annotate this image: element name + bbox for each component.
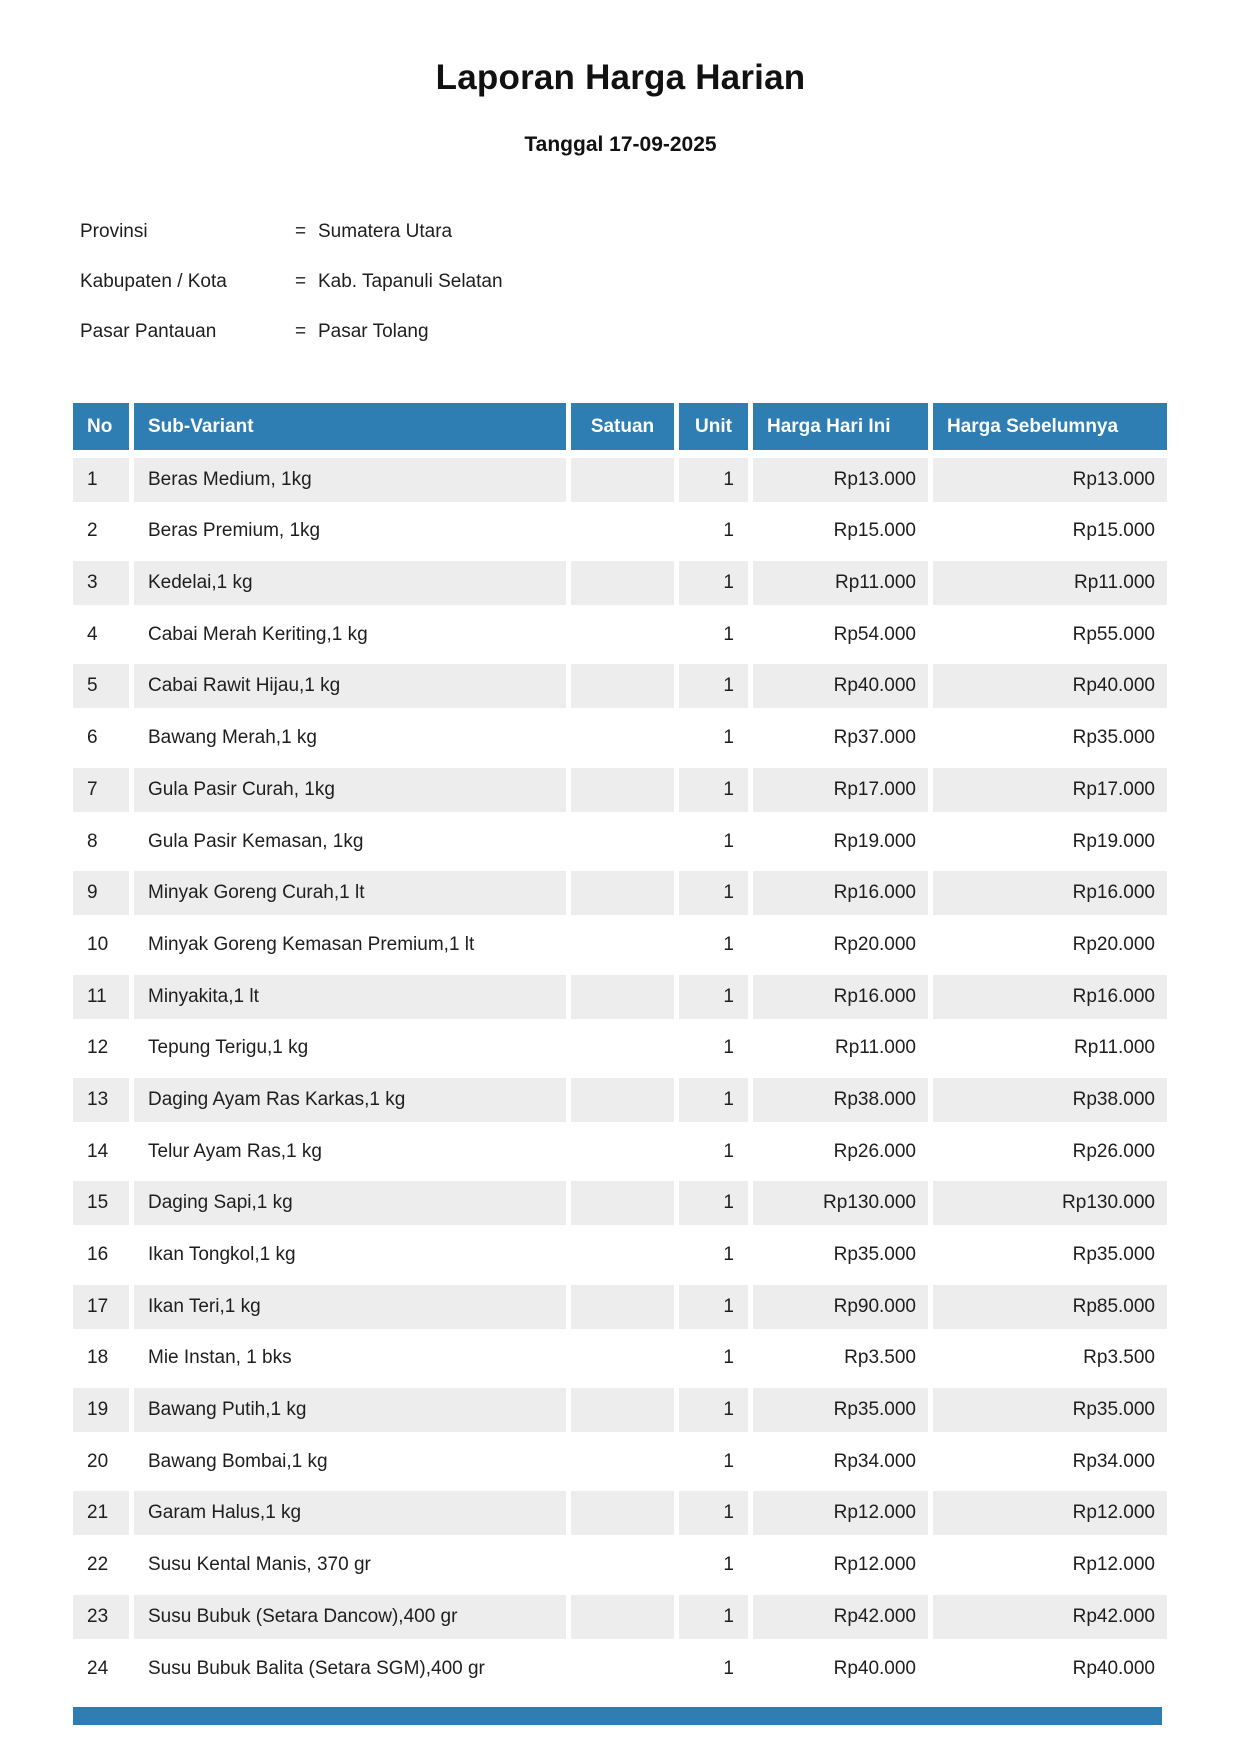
table-cell-harga-sebelumnya: Rp85.000 — [933, 1285, 1167, 1329]
table-cell-satuan — [571, 716, 674, 760]
table-cell-harga-hari-ini: Rp130.000 — [753, 1181, 928, 1225]
table-cell-satuan — [571, 458, 674, 502]
table-cell-unit: 1 — [679, 1078, 748, 1122]
table-cell-harga-hari-ini: Rp54.000 — [753, 613, 928, 657]
table-cell-harga-sebelumnya: Rp40.000 — [933, 1647, 1167, 1691]
table-cell-harga-hari-ini: Rp12.000 — [753, 1491, 928, 1535]
table-cell-harga-hari-ini: Rp40.000 — [753, 1647, 928, 1691]
table-cell-no: 3 — [73, 561, 129, 605]
table-cell-no: 11 — [73, 975, 129, 1019]
table-cell-sub-variant: Cabai Merah Keriting,1 kg — [134, 613, 566, 657]
table-cell-sub-variant: Kedelai,1 kg — [134, 561, 566, 605]
table-cell-harga-hari-ini: Rp11.000 — [753, 561, 928, 605]
table-cell-sub-variant: Bawang Putih,1 kg — [134, 1388, 566, 1432]
table-cell-harga-sebelumnya: Rp20.000 — [933, 923, 1167, 967]
table-cell-unit: 1 — [679, 768, 748, 812]
table-cell-satuan — [571, 1130, 674, 1174]
meta-label: Pasar Pantauan — [80, 321, 217, 342]
table-cell-satuan — [571, 1543, 674, 1587]
table-cell-sub-variant: Ikan Teri,1 kg — [134, 1285, 566, 1329]
table-cell-sub-variant: Gula Pasir Curah, 1kg — [134, 768, 566, 812]
table-cell-unit: 1 — [679, 820, 748, 864]
table-cell-unit: 1 — [679, 1130, 748, 1174]
table-cell-no: 22 — [73, 1543, 129, 1587]
table-cell-unit: 1 — [679, 975, 748, 1019]
meta-separator: = — [295, 221, 307, 242]
table-cell-harga-sebelumnya: Rp35.000 — [933, 1388, 1167, 1432]
table-cell-unit: 1 — [679, 1491, 748, 1535]
table-cell-unit: 1 — [679, 1233, 748, 1277]
table-cell-satuan — [571, 768, 674, 812]
table-cell-unit: 1 — [679, 1647, 748, 1691]
meta-value: Kab. Tapanuli Selatan — [318, 271, 503, 292]
table-cell-harga-hari-ini: Rp34.000 — [753, 1440, 928, 1484]
column-header-no: No — [73, 403, 129, 450]
table-cell-sub-variant: Minyak Goreng Curah,1 lt — [134, 871, 566, 915]
table-cell-satuan — [571, 1285, 674, 1329]
meta-separator: = — [295, 271, 307, 292]
table-cell-satuan — [571, 820, 674, 864]
table-cell-harga-hari-ini: Rp16.000 — [753, 975, 928, 1019]
table-cell-no: 5 — [73, 664, 129, 708]
table-cell-unit: 1 — [679, 716, 748, 760]
table-cell-no: 24 — [73, 1647, 129, 1691]
meta-value: Pasar Tolang — [318, 321, 429, 342]
table-cell-no: 2 — [73, 509, 129, 553]
table-cell-harga-hari-ini: Rp3.500 — [753, 1336, 928, 1380]
table-cell-sub-variant: Beras Medium, 1kg — [134, 458, 566, 502]
table-cell-sub-variant: Minyakita,1 lt — [134, 975, 566, 1019]
table-cell-unit: 1 — [679, 664, 748, 708]
table-cell-harga-sebelumnya: Rp40.000 — [933, 664, 1167, 708]
column-header-harga-sebelumnya: Harga Sebelumnya — [933, 403, 1167, 450]
table-cell-no: 1 — [73, 458, 129, 502]
table-cell-sub-variant: Garam Halus,1 kg — [134, 1491, 566, 1535]
table-cell-no: 21 — [73, 1491, 129, 1535]
table-cell-sub-variant: Bawang Bombai,1 kg — [134, 1440, 566, 1484]
table-cell-sub-variant: Susu Bubuk (Setara Dancow),400 gr — [134, 1595, 566, 1639]
table-cell-harga-hari-ini: Rp35.000 — [753, 1388, 928, 1432]
meta-label: Provinsi — [80, 221, 148, 242]
price-table — [73, 403, 1167, 1691]
table-cell-unit: 1 — [679, 1285, 748, 1329]
table-cell-satuan — [571, 1026, 674, 1070]
meta-label: Kabupaten / Kota — [80, 271, 227, 292]
table-cell-no: 4 — [73, 613, 129, 657]
table-cell-no: 17 — [73, 1285, 129, 1329]
table-cell-harga-sebelumnya: Rp34.000 — [933, 1440, 1167, 1484]
table-cell-unit: 1 — [679, 871, 748, 915]
meta-row-pasar — [80, 321, 780, 371]
table-cell-harga-sebelumnya: Rp26.000 — [933, 1130, 1167, 1174]
table-cell-unit: 1 — [679, 1595, 748, 1639]
table-cell-harga-hari-ini: Rp20.000 — [753, 923, 928, 967]
table-cell-sub-variant: Minyak Goreng Kemasan Premium,1 lt — [134, 923, 566, 967]
meta-row-provinsi — [80, 221, 780, 271]
table-cell-harga-sebelumnya: Rp12.000 — [933, 1491, 1167, 1535]
table-cell-harga-hari-ini: Rp40.000 — [753, 664, 928, 708]
table-cell-no: 6 — [73, 716, 129, 760]
table-cell-satuan — [571, 1336, 674, 1380]
table-cell-no: 10 — [73, 923, 129, 967]
table-cell-harga-hari-ini: Rp35.000 — [753, 1233, 928, 1277]
table-cell-harga-hari-ini: Rp13.000 — [753, 458, 928, 502]
table-cell-no: 7 — [73, 768, 129, 812]
table-cell-satuan — [571, 1233, 674, 1277]
table-cell-satuan — [571, 871, 674, 915]
table-cell-harga-hari-ini: Rp19.000 — [753, 820, 928, 864]
table-cell-satuan — [571, 1181, 674, 1225]
table-cell-no: 18 — [73, 1336, 129, 1380]
table-cell-harga-sebelumnya: Rp12.000 — [933, 1543, 1167, 1587]
table-cell-harga-sebelumnya: Rp17.000 — [933, 768, 1167, 812]
table-cell-sub-variant: Gula Pasir Kemasan, 1kg — [134, 820, 566, 864]
table-cell-satuan — [571, 923, 674, 967]
table-cell-unit: 1 — [679, 458, 748, 502]
table-cell-unit: 1 — [679, 509, 748, 553]
table-cell-harga-hari-ini: Rp38.000 — [753, 1078, 928, 1122]
table-cell-no: 16 — [73, 1233, 129, 1277]
table-cell-satuan — [571, 1595, 674, 1639]
table-cell-unit: 1 — [679, 561, 748, 605]
column-header-sub-variant: Sub-Variant — [134, 403, 566, 450]
table-cell-satuan — [571, 1440, 674, 1484]
table-cell-satuan — [571, 561, 674, 605]
table-cell-sub-variant: Cabai Rawit Hijau,1 kg — [134, 664, 566, 708]
table-cell-harga-sebelumnya: Rp15.000 — [933, 509, 1167, 553]
table-cell-no: 13 — [73, 1078, 129, 1122]
table-cell-harga-sebelumnya: Rp13.000 — [933, 458, 1167, 502]
table-cell-sub-variant: Ikan Tongkol,1 kg — [134, 1233, 566, 1277]
column-header-unit: Unit — [679, 403, 748, 450]
table-cell-harga-sebelumnya: Rp16.000 — [933, 975, 1167, 1019]
table-cell-unit: 1 — [679, 1181, 748, 1225]
table-cell-harga-hari-ini: Rp11.000 — [753, 1026, 928, 1070]
table-cell-satuan — [571, 1078, 674, 1122]
table-cell-harga-hari-ini: Rp17.000 — [753, 768, 928, 812]
page-title: Laporan Harga Harian — [435, 58, 806, 97]
report-date: Tanggal 17-09-2025 — [524, 133, 717, 156]
table-cell-sub-variant: Telur Ayam Ras,1 kg — [134, 1130, 566, 1174]
table-cell-harga-sebelumnya: Rp3.500 — [933, 1336, 1167, 1380]
table-cell-no: 14 — [73, 1130, 129, 1174]
table-cell-sub-variant: Daging Sapi,1 kg — [134, 1181, 566, 1225]
table-cell-satuan — [571, 1647, 674, 1691]
table-cell-unit: 1 — [679, 923, 748, 967]
table-cell-unit: 1 — [679, 1440, 748, 1484]
table-cell-harga-sebelumnya: Rp11.000 — [933, 561, 1167, 605]
table-cell-sub-variant: Bawang Merah,1 kg — [134, 716, 566, 760]
table-cell-satuan — [571, 975, 674, 1019]
table-cell-unit: 1 — [679, 613, 748, 657]
table-cell-satuan — [571, 664, 674, 708]
table-cell-harga-hari-ini: Rp15.000 — [753, 509, 928, 553]
table-cell-sub-variant: Susu Kental Manis, 370 gr — [134, 1543, 566, 1587]
table-cell-no: 15 — [73, 1181, 129, 1225]
table-cell-no: 20 — [73, 1440, 129, 1484]
meta-row-kabupaten — [80, 271, 780, 321]
table-cell-harga-sebelumnya: Rp130.000 — [933, 1181, 1167, 1225]
meta-separator: = — [295, 321, 307, 342]
table-cell-harga-sebelumnya: Rp35.000 — [933, 1233, 1167, 1277]
table-cell-unit: 1 — [679, 1543, 748, 1587]
table-cell-unit: 1 — [679, 1388, 748, 1432]
table-cell-no: 23 — [73, 1595, 129, 1639]
column-header-harga-hari-ini: Harga Hari Ini — [753, 403, 928, 450]
table-cell-harga-sebelumnya: Rp16.000 — [933, 871, 1167, 915]
table-cell-satuan — [571, 1388, 674, 1432]
table-cell-sub-variant: Mie Instan, 1 bks — [134, 1336, 566, 1380]
table-cell-unit: 1 — [679, 1026, 748, 1070]
table-cell-satuan — [571, 509, 674, 553]
table-cell-harga-hari-ini: Rp12.000 — [753, 1543, 928, 1587]
table-cell-satuan — [571, 1491, 674, 1535]
table-cell-harga-hari-ini: Rp37.000 — [753, 716, 928, 760]
meta-value: Sumatera Utara — [318, 221, 453, 242]
table-cell-harga-sebelumnya: Rp42.000 — [933, 1595, 1167, 1639]
table-cell-sub-variant: Beras Premium, 1kg — [134, 509, 566, 553]
table-cell-satuan — [571, 613, 674, 657]
table-cell-harga-hari-ini: Rp16.000 — [753, 871, 928, 915]
table-cell-no: 19 — [73, 1388, 129, 1432]
partial-next-table-header-bar — [73, 1707, 1162, 1725]
table-cell-no: 8 — [73, 820, 129, 864]
table-cell-no: 9 — [73, 871, 129, 915]
table-cell-sub-variant: Daging Ayam Ras Karkas,1 kg — [134, 1078, 566, 1122]
table-cell-harga-hari-ini: Rp90.000 — [753, 1285, 928, 1329]
table-cell-harga-sebelumnya: Rp55.000 — [933, 613, 1167, 657]
table-cell-unit: 1 — [679, 1336, 748, 1380]
table-cell-sub-variant: Tepung Terigu,1 kg — [134, 1026, 566, 1070]
table-cell-harga-sebelumnya: Rp19.000 — [933, 820, 1167, 864]
table-cell-sub-variant: Susu Bubuk Balita (Setara SGM),400 gr — [134, 1647, 566, 1691]
column-header-satuan: Satuan — [571, 403, 674, 450]
table-cell-harga-sebelumnya: Rp11.000 — [933, 1026, 1167, 1070]
table-cell-harga-sebelumnya: Rp35.000 — [933, 716, 1167, 760]
table-cell-no: 12 — [73, 1026, 129, 1070]
table-cell-harga-hari-ini: Rp42.000 — [753, 1595, 928, 1639]
report-metadata — [80, 221, 780, 371]
table-cell-harga-sebelumnya: Rp38.000 — [933, 1078, 1167, 1122]
table-cell-harga-hari-ini: Rp26.000 — [753, 1130, 928, 1174]
